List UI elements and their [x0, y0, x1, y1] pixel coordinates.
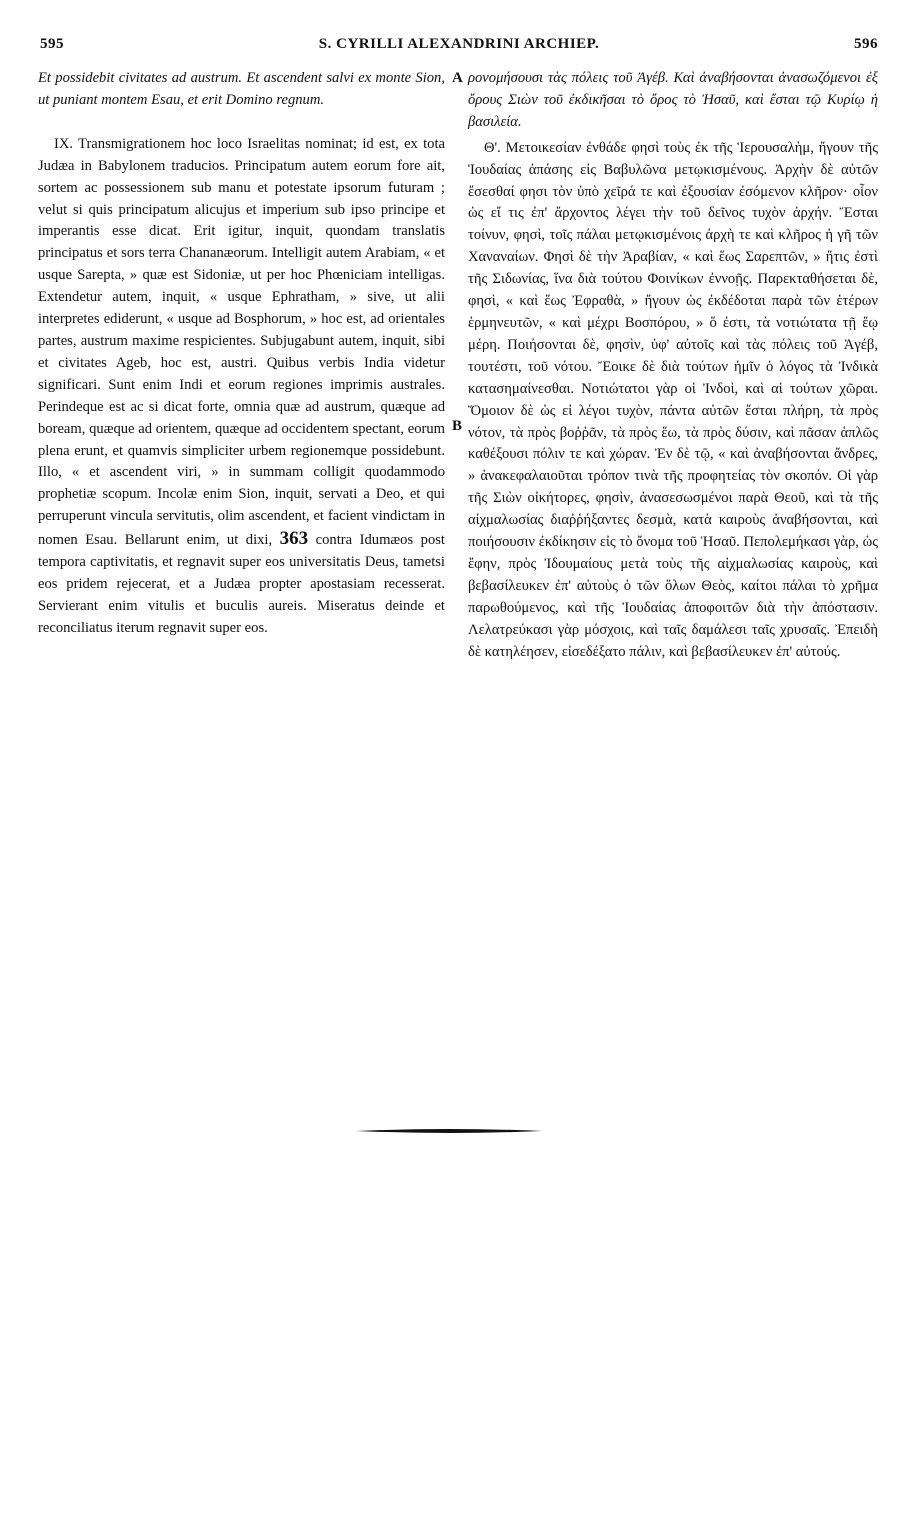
latin-verse: Et possidebit civitates ad austrum. Et ascendent salvi ex monte Sion, ut puniant montem Esau, et erit Domino regnum.	[38, 70, 445, 108]
page-header	[40, 36, 878, 58]
greek-commentary: Θ'. Μετοικεσίαν ἐνθάδε φησὶ τοὺς ἐκ τῆς Ἱερουσαλὴμ, ἤγουν τῆς Ἰουδαίας ἁπάσης εἰς Βαβυλῶνα μετῳκισμένους. Ἀρχὴν δὲ αὐτῶν ἔσεσθαί φησι τὸν ὑπὸ χεῖρά τε καὶ ἐξουσίαν ἐσόμενον κλῆρον· οἷον ὡς εἴ τις ἐπ' ἄρχοντος λέγει τὴν τοῦ δεῖνος τυχὸν ἀρχήν. Ἔσται τοίνυν, φησὶ, τοῖς πάλαι μετῳκισμένοις ἀρχὴ τε καὶ κλῆρος ἡ γῆ τῶν Χαναναίων. Φησὶ δὲ τὴν Ἀραβίαν, « καὶ ἕως Σαρεπτῶν, » ἥτις ἐστὶ τῆς Σιδωνίας, ἵνα διὰ τούτου Φοινίκων ἐννοῇς. Παρεκταθήσεται δὲ, φησὶ, « καὶ ἕως Ἐφραθὰ, » ἤγουν ὡς ἐκδέδοται παρὰ τῶν ἑτέρων ἑρμηνευτῶν, « καὶ μέχρι Βοσπόρου, » ὅ ἐστι, τὰ νοτιώτατα τῇ ἕῳ μέρη. Ποιήσονται δὲ, φησὶν, ὑφ' αὐτοῖς καὶ τὰς πόλεις τοῦ Ἀγέβ, τουτέστι, τοῦ νότου. Ἔοικε δὲ διὰ τούτων ἡμῖν ὁ λόγος τὰ Ἰνδικὰ κατασημαίνεσθαι. Νοτιώτατοι γὰρ οἱ Ἰνδοὶ, καὶ αἱ τούτων χῶραι. Ὅμοιον δὲ ὡς εἰ λέγοι τυχὸν, πάντα αὐτῶν ἔσται πλήρη, τὰ πρὸς νότον, τὰ πρὸς βοῤῥᾶν, τὰ πρὸς ἕω, τὰ πρὸς δύσιν, καὶ πᾶσαν ἁπλῶς καθέξουσι πόλιν τε καὶ χώραν. Ἐν δὲ τῷ, « καὶ ἀναβήσονται ἄνδρες, » ἀνακεφαλαιοῦται τρόπον τινὰ τῆς προφητείας τὸν σκοπόν. Οἱ γὰρ τῆς Σιὼν οἰκήτορες, φησὶν, ἀνασεσωσμένοι παρὰ Θεοῦ, καὶ τὰ τῆς αἰχμαλωσίας διαῤῥήξαντες δεσμὰ, κατὰ καιροὺς ἀναβήσονται, καὶ ποιήσουσιν ἐκδίκησιν εἰς τὸ ὄνομα τοῦ Ἠσαῦ. Πεπολεμήκασι γὰρ, ὡς ἔφην, πρὸς Ἰδουμαίους μετὰ τοὺς τῆς αἰχμαλωσίας καιροὺς, καὶ βεβασίλευκεν ἐπ' αὐτοὺς ὁ τῶν ὅλων Θεὸς, καίτοι πάλαι τὸ χρῆμα παρωθούμενος, καὶ τῆς Ἰουδαίας ἀποφοιτῶν διὰ τὴν ἀπόστασιν. Λελατρεύκασι γὰρ μόσχοις, καὶ ταῖς δαμάλεσι ταῖς χρυσαῖς. Ἐπειδὴ δὲ κατηλέησεν, εἰσεδέξατο πάλιν, καὶ βεβασίλευκεν ἐπ' αὐτούς.	[468, 139, 878, 660]
latin-column	[38, 68, 445, 640]
margin-marker-b: B	[452, 418, 463, 434]
latin-commentary	[38, 134, 445, 640]
column-number: 363	[279, 528, 309, 550]
end-ornament-rule	[356, 1128, 542, 1134]
latin-commentary-part-1: IX. Transmigrationem hoc loco Israelitas nominat; id est, ex tota Judæa in Babylonem traducios. Principatum autem eorum fore ait, sortem ac possessionem sub manu et potestate ipsorum futuram ; velut si quis principatum alicujus et imperium sub ipso principe et imperantis esse dicat. Erit igitur, inquit, quondam translatis principatus et sors terra Chananæorum. Intelligit autem Arabiam, « et usque Sarepta, » quæ est Sidoniæ, ut per hoc Phœniciam intelligas. Extendetur autem, inquit, « usque Ephratham, » sive, ut alii interpretes ediderunt, « usque ad Bosphorum, » hoc est, ad orientales partes, austrum maxime respicientes. Subjugabunt autem, inquit, sibi et civitates Ageb, hoc est, austri. Quibus verbis India videtur significari. Sunt enim Indi et eorum regiones imprimis australes. Perindeque est ac si dicat forte, omnia quæ ad austrum, quæque ad boream, quæque ad orientem, quæque ad occidentem spectant, eorum plena erunt, et quamvis simpliciter urbem regionemque possidebunt. Illo, « et ascendent viri, » in summam colligit quodammodo prophetiæ scopum. Incolæ enim Sion, inquit, servati a Deo, et qui perruperunt vincula servitutis, olim ascendent, et facient vindictam in nomen Esau. Bellarunt enim, ut dixi,	[38, 135, 445, 549]
running-title: S. CYRILLI ALEXANDRINI ARCHIEP.	[318, 36, 600, 52]
greek-verse: ρονομήσουσι τὰς πόλεις τοῦ Ἀγέβ. Καὶ ἀναβήσονται ἀνασωζόμενοι ἐξ ὄρους Σιὼν τοῦ ἐκδικῆσαι τὸ ὄρος τὸ Ἠσαῦ, καὶ ἔσται τῷ Κυρίῳ ἡ βασιλεία.	[468, 70, 878, 130]
page-number-right: 596	[854, 36, 878, 52]
greek-column	[468, 68, 878, 663]
page-number-left: 595	[40, 36, 64, 52]
margin-marker-a: A	[452, 70, 463, 86]
latin-commentary-part-2: contra Idumæos post tempora captivitatis, et regnavit super eos universitatis Deus, tametsi eos pridem rejecerat, et a Judæa propter apostasiam recesserat. Servierant enim vitulis et buculis aureis. Miseratus deinde et reconciliatus iterum regnavit super eos.	[38, 532, 445, 636]
